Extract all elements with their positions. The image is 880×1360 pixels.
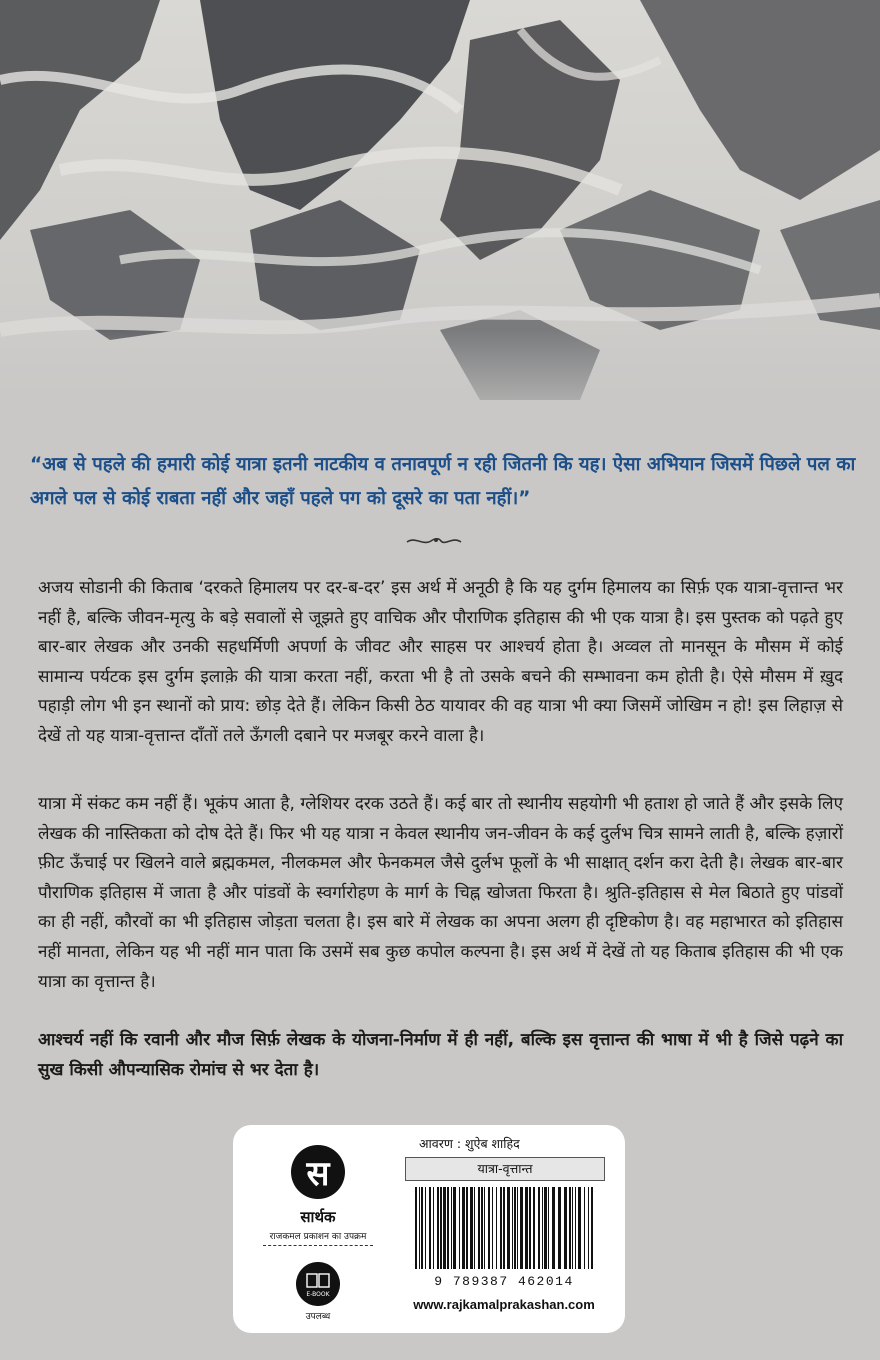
publisher-logo-letter: स	[306, 1154, 330, 1194]
barcode-bar	[496, 1187, 497, 1269]
pull-quote: “अब से पहले की हमारी कोई यात्रा इतनी नाटकीय व तनावपूर्ण न रही जितनी कि यह। ऐसा अभियान जिसमें पिछले पल का अगले पल से कोई राबता नहीं और जहाँ पहले पग को दूसरे का पता नहीं।”	[30, 454, 856, 509]
barcode-bar	[500, 1187, 502, 1269]
barcode-bar	[533, 1187, 535, 1269]
isbn-barcode	[405, 1183, 603, 1289]
isbn-number: 9 789387 462014	[434, 1274, 574, 1289]
barcode-bar	[588, 1187, 589, 1269]
barcode-bar	[512, 1187, 513, 1269]
barcode-bar	[421, 1187, 423, 1269]
barcode-bar	[459, 1187, 460, 1269]
barcode-bar	[437, 1187, 439, 1269]
barcode-bar	[425, 1187, 426, 1269]
barcode-bar	[440, 1187, 442, 1269]
cover-credit: आवरण : शुऐब शाहिद	[419, 1136, 520, 1151]
ebook-label: E-BOOK	[306, 1291, 330, 1298]
barcode-bar	[447, 1187, 449, 1269]
barcode-bar	[492, 1187, 493, 1269]
genre-label: यात्रा-वृत्तान्त	[405, 1157, 605, 1181]
barcode-bar	[514, 1187, 516, 1269]
barcode-bar	[419, 1187, 420, 1269]
barcode-bar	[558, 1187, 561, 1269]
barcode-bar	[507, 1187, 510, 1269]
barcode-bar	[575, 1187, 576, 1269]
barcode-bar	[572, 1187, 573, 1269]
barcode-bar	[481, 1187, 483, 1269]
barcode-bar	[584, 1187, 585, 1269]
publisher-name: सार्थक	[300, 1208, 336, 1226]
barcode-bar	[451, 1187, 452, 1269]
barcode-bar	[578, 1187, 581, 1269]
ornament-divider-icon	[405, 532, 465, 550]
barcode-bar	[517, 1187, 518, 1269]
barcode-bar	[415, 1187, 417, 1269]
barcode-bar	[443, 1187, 446, 1269]
barcode-bar	[470, 1187, 473, 1269]
barcode-bar	[484, 1187, 485, 1269]
barcode-bar	[544, 1187, 547, 1269]
barcode-bar	[474, 1187, 475, 1269]
barcode-bar	[552, 1187, 555, 1269]
barcode-bar	[520, 1187, 523, 1269]
barcode-bar	[591, 1187, 593, 1269]
barcode-bar	[538, 1187, 540, 1269]
blurb-paragraph-2: यात्रा में संकट कम नहीं हैं। भूकंप आता है, ग्लेशियर दरक उठते हैं। कई बार तो स्थानीय सहयोगी भी हताश हो जाते हैं और इसके लिए लेखक की नास्तिकता को दोष देते हैं। फिर भी यह यात्रा न केवल स्थानीय जन-जीवन के कई दुर्लभ चित्र सामने लाती है, बल्कि हज़ारों फ़ीट ऊँचाई पर खिलने वाले ब्रह्मकमल, नीलकमल और फेनकमल जैसे दुर्लभ फूलों के भी साक्षात् दर्शन करा देती है। लेखक बार-बार पौराणिक इतिहास में जाता है और पांडवों के स्वर्गारोहण के मार्ग के चिह्न खोजता फिरता है। श्रुति-इतिहास से मेल बिठाते हुए पांडवों का ही नहीं, कौरवों का भी इतिहास जोड़ता चलता है। इस बारे में लेखक का अपना अलग ही दृष्टिकोण है। वह महाभारत को इतिहास नहीं मानता, लेकिन यह भी नहीं मान पाता कि उसमें सब कुछ कपोल कल्पना है। इस अर्थ में देखें तो यह किताब इतिहास की भी एक यात्रा का वृत्तान्त है।	[38, 794, 843, 992]
barcode-bar	[529, 1187, 531, 1269]
blurb-paragraph-3: आश्चर्य नहीं कि रवानी और मौज सिर्फ़ लेखक के योजना-निर्माण में ही नहीं, बल्कि इस वृत्तान्त की भाषा में भी है जिसे पढ़ने का सुख किसी औपन्यासिक रोमांच से भर देता है।	[38, 1030, 843, 1080]
publisher-website: www.rajkamalprakashan.com	[413, 1297, 595, 1312]
barcode-bar	[564, 1187, 567, 1269]
ebook-available-label: उपलब्ध	[305, 1312, 331, 1322]
dashed-divider	[263, 1245, 373, 1246]
publisher-logo	[291, 1145, 345, 1199]
photo-fade	[0, 330, 880, 440]
barcode-bar	[542, 1187, 543, 1269]
publisher-info-card	[233, 1125, 625, 1333]
barcode-bar	[429, 1187, 431, 1269]
ebook-icon	[296, 1262, 340, 1306]
barcode-bar	[525, 1187, 528, 1269]
barcode-bars	[415, 1187, 593, 1269]
blurb-paragraph-1: अजय सोडानी की किताब ‘दरकते हिमालय पर दर-ब-दर’ इस अर्थ में अनूठी है कि यह दुर्गम हिमालय का सिर्फ़ एक यात्रा-वृत्तान्त भर नहीं है, बल्कि जीवन-मृत्यु के बड़े सवालों से जूझते हुए वाचिक और पौराणिक इतिहास की भी एक यात्रा है। इस पुस्तक को पढ़ते हुए बार-बार लेखक और उनकी सहधर्मिणी अपर्णा के जीवट और साहस पर आश्चर्य होता है। अव्वल तो मानसून के मौसम में कोई सामान्य पर्यटक इस दुर्गम इलाक़े की यात्रा करता नहीं, करता भी है तो उसके बचने की सम्भावना कम होती है। ऐसे मौसम में ख़ुद पहाड़ी लोग भी इन स्थानों को प्राय: छोड़ देते हैं। लेकिन किसी ठेठ यायावर की वह यात्रा भी क्या जिसमें जोखिम न हो! इस लिहाज़ से देखें तो यह यात्रा-वृत्तान्त दाँतों तले ऊँगली दबाने पर मजबूर करने वाला है।	[38, 578, 843, 746]
barcode-bar	[462, 1187, 465, 1269]
barcode-bar	[433, 1187, 434, 1269]
barcode-bar	[453, 1187, 456, 1269]
barcode-bar	[569, 1187, 571, 1269]
publisher-tagline: राजकमल प्रकाशन का उपक्रम	[269, 1232, 367, 1242]
barcode-bar	[503, 1187, 505, 1269]
barcode-bar	[478, 1187, 480, 1269]
barcode-bar	[466, 1187, 468, 1269]
barcode-bar	[488, 1187, 490, 1269]
barcode-bar	[548, 1187, 549, 1269]
